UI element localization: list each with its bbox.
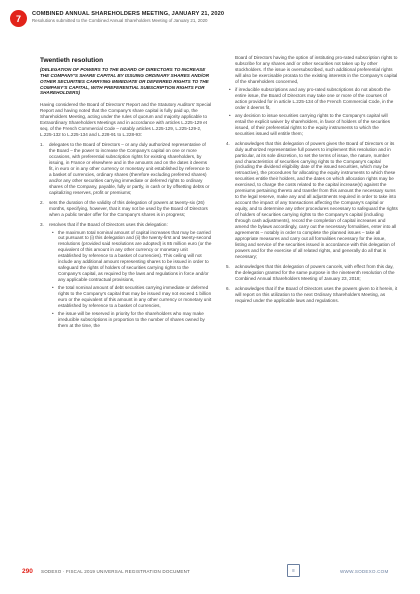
numbered-list-left [40, 142, 212, 329]
bullet-text: the total nominal amount of debt securities carrying immediate or deferred rights to the Company’s capital that may be issued may not exceed 1 billion euro or the equivalent of this amount in any other currency or monetary unit established by reference to a basket of currencies, [58, 285, 212, 309]
bullet-icon: • [229, 86, 231, 92]
list-item [226, 286, 398, 304]
bullet-icon: • [52, 311, 54, 317]
resolution-title: Twentieth resolution [40, 57, 104, 64]
bullet-text: if irreducible subscriptions and any pro-rated subscriptions do not absorb the entire issue, the Board of Directors may take one or more of the courses of action provided for in article L.225-134 of the French Commercial Code, in the order it deems fit, [235, 86, 394, 110]
bullet-item [49, 285, 212, 309]
bullet-icon: • [229, 112, 231, 118]
document-title: SODEXO · FISCAL 2019 UNIVERSAL REGISTRATION DOCUMENT [41, 569, 191, 574]
header-subtitle: Resolutions submitted to the Combined Annual Shareholders Meeting of January 21, 2020 [32, 18, 208, 23]
right-column [226, 55, 398, 308]
bullet-item [49, 311, 212, 329]
bullet-text: the issue will be reserved in priority for the shareholders who may make irreducible subscriptions in proportion to the number of shares owned by them at the time, the [58, 311, 205, 329]
item-text: acknowledges that if the Board of Directors uses the powers given to it herein, it will report on this utilization to the next Ordinary Shareholders Meeting, as required under the applicable laws and regulations. [235, 285, 398, 303]
header-title: COMBINED ANNUAL SHAREHOLDERS MEETING, JANUARY 21, 2020 [32, 11, 225, 17]
left-column [40, 57, 212, 333]
item-text: sets the duration of the validity of this delegation of powers at twenty-six (26) months, specifying, however, that it may not be used by the Board of Directors when a public tender offer for the Company’s shares is in progress; [49, 199, 208, 217]
website-link[interactable]: WWW.SODEXO.COM [340, 569, 389, 574]
list-item [40, 142, 212, 196]
list-item [226, 141, 398, 260]
intro-paragraph: Having considered the Board of Directors’ Report and the Statutory Auditors’ Special Report and having noted that the Company’s share capital is fully paid up, the Shareholders Meeting, acting under the rules of quorum and majority applicable to Extraordinary Shareholders Meetings and in accordance with articles L.225-129 et seq. of the French Commercial Code – notably articles L.225-129, L.225-129-2, L.225-132 to L.225-134 and L.228-91 to L.228-93: [40, 102, 212, 137]
bullet-icon: • [52, 285, 54, 291]
item-number: 2. [40, 199, 44, 205]
page-footer [0, 568, 420, 582]
bullet-list [49, 230, 212, 330]
bullet-text: the maximum total nominal amount of capital increases that may be carried out pursuant to (i) this delegation and (ii) the twenty-first and twenty-second resolutions (provided said resolutions are adopted) is 85 million euro (or the equivalent of this amount in any other currency or monetary unit established by reference to a basket of currencies). This ceiling will not include any additional amount representing shares to be issued in order to safeguard the rights of holders of securities carrying rights to the Company’s capital, as required by the laws and regulations in force and/or any applicable contractual provisions, [58, 229, 212, 283]
list-item [40, 200, 212, 218]
bullet-list [226, 87, 398, 137]
resolution-subtitle: (DELEGATION OF POWERS TO THE BOARD OF DIRECTORS TO INCREASE THE COMPANY’S SHARE CAPITAL BY ISSUING ORDINARY SHARES AND/OR OTHER SECURITIES CARRYING IMMEDIATE OR DEFERRED RIGHTS TO THE COMPANY’S CAPITAL, WITH PREFERENTIAL SUBSCRIPTION RIGHTS FOR SHAREHOLDERS) [40, 67, 210, 96]
item-number: 4. [226, 140, 230, 146]
page-number: 290 [22, 568, 33, 575]
list-item [40, 222, 212, 329]
bullet-text: any decision to issue securities carrying rights to the Company’s capital will entail the explicit waiver by shareholders, in favor of holders of the securities issued, of their preferential rights to the equity instruments to which the securities issued will entitle them; [235, 112, 390, 136]
item-number: 6. [226, 285, 230, 291]
bullet-item [226, 113, 398, 137]
item-number: 5. [226, 263, 230, 269]
chapter-badge: 7 [10, 10, 27, 27]
page-header [10, 10, 410, 32]
item-text: acknowledges that this delegation of powers cancels, with effect from this day, the delegation granted for the same purpose in the nineteenth resolution of the Combined Annual Shareholders Meeting of January 23, 2018; [235, 263, 395, 281]
item-number: 3. [40, 221, 44, 227]
item-number: 1. [40, 141, 44, 147]
bullet-icon: • [52, 229, 54, 235]
continued-paragraph: Board of Directors having the option of instituting pro-rated subscription rights to subscribe for any shares and/ or other securities not taken up by other stockholders. If the issue is oversubscribed, such additional preferential rights will also be exercisable prorata to the existing interests in the Company’s capital of the shareholders concerned, [235, 55, 398, 84]
item-text: resolves that if the Board of Directors uses this delegation: [49, 221, 168, 227]
contents-icon[interactable]: ≡ [287, 564, 300, 577]
list-item [226, 264, 398, 282]
bullet-item [226, 87, 398, 111]
item-text: delegates to the Board of Directors – or any duly authorized representative of the Board – the power to increase the Company’s capital on one or more occasions, with preferential subscription rights for existing shareholders, by issuing, in France or elsewhere and in the amounts and on the dates it deems fit, in euro or in any other currency or monetary unit established by reference to a basket of currencies, ordinary shares (therefore excluding preferred shares) and/or any other securities carrying immediate or deferred rights to ordinary shares of the Company, payable, fully or partly, in cash or by offsetting debts or capitalizing reserves, profit or premiums; [49, 141, 210, 195]
item-text: acknowledges that this delegation of powers gives the Board of Directors or its duly authorized representative full powers to implement this resolution and in particular, at its sole discretion, to set the terms of issue, the nature, number and characteristics of securities carrying rights to the Company’s capital (including the dividend eligibility date of the issued securities, which may be retroactive), the procedures for allocating the equity instruments to which these securities entitle their holders, and the dates on which allocation rights may be exercised, to charge the costs related to the capital increase(s) against the premiums pertaining thereto and transfer from this amount the necessary sums to the legal reserve, make any and all adjustments required in order to take into account the impact of any transactions affecting the Company’s capital or equity, and to determine any other procedures necessary to safeguard the rights of holders of securities carrying rights to the Company’s capital (including through cash adjustments), record the completion of capital increases and amend the bylaws accordingly, carry out the necessary formalities, enter into all agreements – notably in order to complete the planned issues – take all appropriate measures and carry out all formalities necessary for the issue, listing and service of the securities issued in accordance with this delegation of powers and for the exercise of all related rights, and generally do all that is necessary; [235, 140, 398, 259]
numbered-list-right [226, 141, 398, 304]
bullet-item [49, 230, 212, 284]
